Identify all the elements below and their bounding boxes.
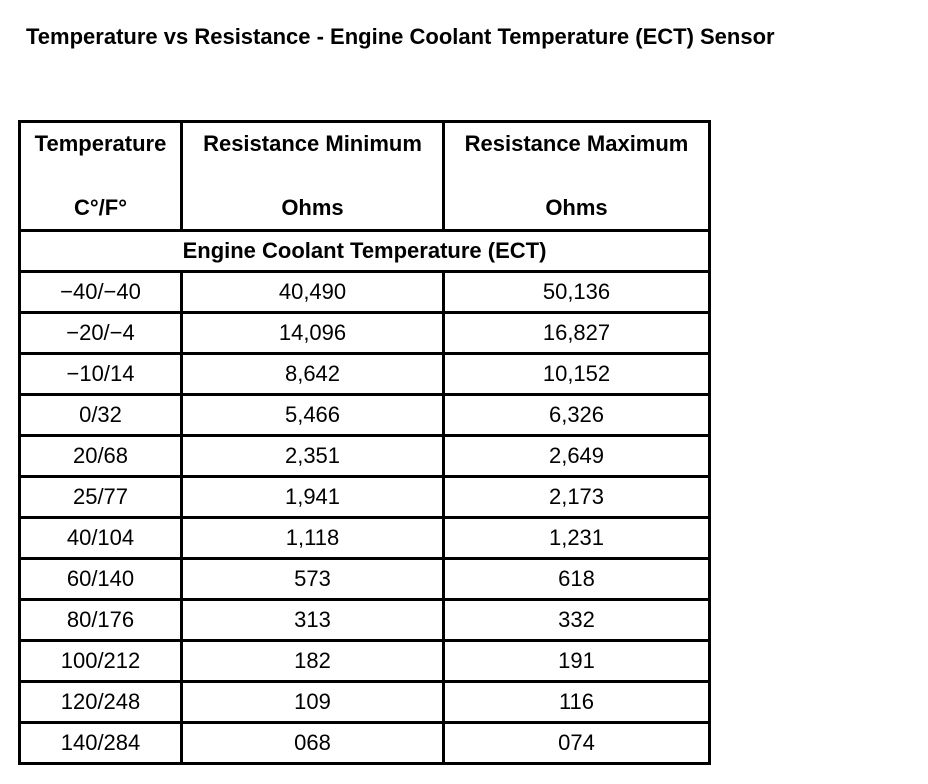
resistance-maximum-cell: 1,231 xyxy=(444,518,710,559)
resistance-maximum-cell: 16,827 xyxy=(444,313,710,354)
section-row xyxy=(20,231,710,272)
resistance-minimum-cell: 14,096 xyxy=(182,313,444,354)
temperature-cell: −10/14 xyxy=(20,354,182,395)
resistance-minimum-cell: 2,351 xyxy=(182,436,444,477)
resistance-minimum-cell: 109 xyxy=(182,682,444,723)
table-row xyxy=(20,272,710,313)
resistance-maximum-cell: 50,136 xyxy=(444,272,710,313)
table-row xyxy=(20,723,710,764)
resistance-maximum-cell: 074 xyxy=(444,723,710,764)
table-row xyxy=(20,477,710,518)
resistance-maximum-cell: 618 xyxy=(444,559,710,600)
header-resistance-maximum-label: Resistance Maximum xyxy=(464,131,689,156)
table-row xyxy=(20,641,710,682)
resistance-maximum-cell: 332 xyxy=(444,600,710,641)
temperature-cell: −40/−40 xyxy=(20,272,182,313)
table-row xyxy=(20,395,710,436)
temperature-cell: 100/212 xyxy=(20,641,182,682)
temperature-cell: −20/−4 xyxy=(20,313,182,354)
resistance-minimum-cell: 8,642 xyxy=(182,354,444,395)
resistance-maximum-cell: 2,173 xyxy=(444,477,710,518)
temperature-cell: 40/104 xyxy=(20,518,182,559)
table-row xyxy=(20,313,710,354)
resistance-minimum-cell: 1,941 xyxy=(182,477,444,518)
section-label: Engine Coolant Temperature (ECT) xyxy=(20,231,710,272)
table-header-row xyxy=(20,122,710,231)
table-row xyxy=(20,436,710,477)
resistance-minimum-cell: 5,466 xyxy=(182,395,444,436)
temperature-cell: 20/68 xyxy=(20,436,182,477)
document-title: Temperature vs Resistance - Engine Coolant Temperature (ECT) Sensor xyxy=(26,24,775,49)
resistance-maximum-cell: 191 xyxy=(444,641,710,682)
temperature-cell: 140/284 xyxy=(20,723,182,764)
header-resistance-maximum-unit: Ohms xyxy=(545,195,608,220)
header-resistance-minimum-label: Resistance Minimum xyxy=(203,131,422,156)
resistance-maximum-cell: 116 xyxy=(444,682,710,723)
header-temperature-label: Temperature xyxy=(34,131,167,156)
temperature-cell: 60/140 xyxy=(20,559,182,600)
table-row xyxy=(20,682,710,723)
resistance-minimum-cell: 068 xyxy=(182,723,444,764)
temperature-cell: 120/248 xyxy=(20,682,182,723)
header-temperature xyxy=(20,122,182,231)
table-row xyxy=(20,559,710,600)
resistance-maximum-cell: 6,326 xyxy=(444,395,710,436)
resistance-minimum-cell: 1,118 xyxy=(182,518,444,559)
table-row xyxy=(20,600,710,641)
table-row xyxy=(20,518,710,559)
temperature-cell: 0/32 xyxy=(20,395,182,436)
resistance-minimum-cell: 573 xyxy=(182,559,444,600)
ect-resistance-table xyxy=(18,120,711,765)
resistance-minimum-cell: 182 xyxy=(182,641,444,682)
header-resistance-minimum xyxy=(182,122,444,231)
resistance-maximum-cell: 2,649 xyxy=(444,436,710,477)
header-temperature-unit: C°/F° xyxy=(73,195,128,220)
temperature-cell: 25/77 xyxy=(20,477,182,518)
resistance-maximum-cell: 10,152 xyxy=(444,354,710,395)
resistance-minimum-cell: 313 xyxy=(182,600,444,641)
header-resistance-minimum-unit: Ohms xyxy=(281,195,344,220)
temperature-cell: 80/176 xyxy=(20,600,182,641)
table-row xyxy=(20,354,710,395)
header-resistance-maximum xyxy=(444,122,710,231)
resistance-minimum-cell: 40,490 xyxy=(182,272,444,313)
